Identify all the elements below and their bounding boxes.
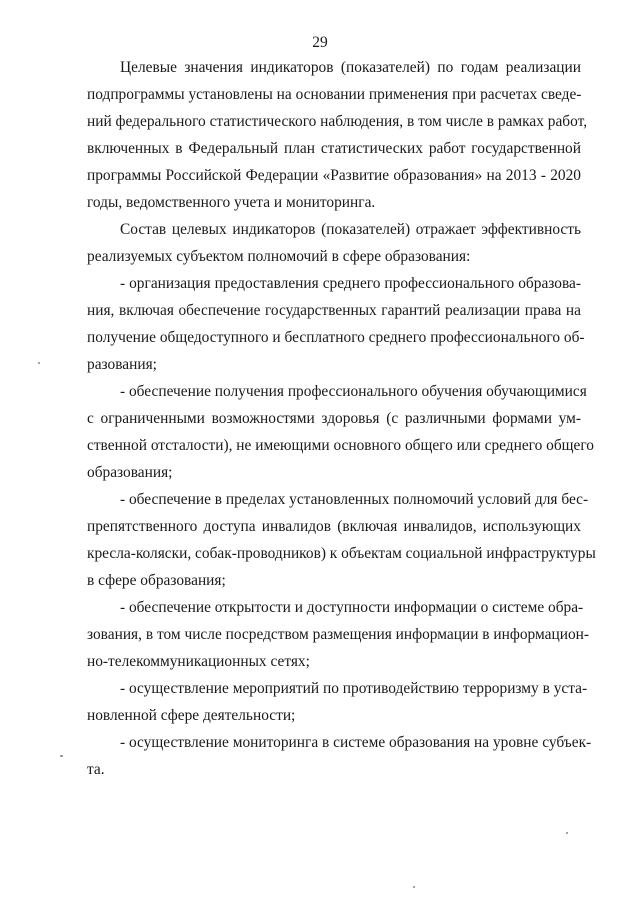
list-item-line: в сфере образования; [87, 572, 226, 589]
list-item-line: - осуществление мероприятий по противодействию терроризму в уста- [120, 680, 588, 697]
paragraph-line: подпрограммы установлены на основании применения при расчетах сведе- [87, 86, 582, 103]
list-item-line: та. [87, 761, 105, 778]
list-item-line: зования, в том числе посредством размещения информации в информацион- [87, 626, 590, 643]
list-item-line: получение общедоступного и бесплатного среднего профессионального об- [87, 329, 585, 346]
list-item-line: - осуществление мониторинга в системе образования на уровне субъек- [120, 734, 592, 751]
paragraph-line: программы Российской Федерации «Развитие образования» на 2013 - 2020 [87, 167, 581, 184]
list-item-line: - обеспечение в пределах установленных полномочий условий для бес- [120, 491, 589, 508]
list-item-line: - обеспечение открытости и доступности информации о системе обра- [120, 599, 584, 616]
list-item-line: разования; [87, 356, 157, 373]
list-item-line: новленной сфере деятельности; [87, 707, 296, 724]
scan-speck [60, 755, 63, 757]
paragraph-line: ний федерального статистического наблюдения, в том числе в рамках работ, [87, 113, 588, 130]
list-item-line: - организация предоставления среднего профессионального образова- [120, 275, 581, 292]
scan-speck [566, 832, 568, 834]
list-item-line: кресла-коляски, собак-проводников) к объектам социальной инфраструктуры [87, 545, 596, 562]
paragraph-line: Целевые значения индикаторов (показателей) по годам реализации [120, 59, 581, 76]
paragraph-line: включенных в Федеральный план статистических работ государственной [87, 140, 581, 157]
list-item-line: с ограниченными возможностями здоровья (с различными формами ум- [87, 410, 581, 427]
page-number: 29 [312, 34, 328, 51]
scan-speck [413, 886, 415, 888]
list-item-line: препятственного доступа инвалидов (включая инвалидов, использующих [87, 518, 581, 535]
list-item-line: ния, включая обеспечение государственных гарантий реализации права на [87, 302, 581, 319]
paragraph-line: Состав целевых индикаторов (показателей) отражает эффективность [120, 221, 581, 238]
paragraph-line: реализуемых субъектом полномочий в сфере образования: [87, 248, 471, 265]
list-item-line: ственной отсталости), не имеющими основного общего или среднего общего [87, 437, 594, 454]
list-item-line: образования; [87, 464, 173, 481]
scan-speck [38, 362, 40, 364]
paragraph-line: годы, ведомственного учета и мониторинга. [87, 194, 376, 211]
list-item-line: но-телекоммуникационных сетях; [87, 653, 310, 670]
list-item-line: - обеспечение получения профессионального обучения обучающимися [120, 383, 587, 400]
